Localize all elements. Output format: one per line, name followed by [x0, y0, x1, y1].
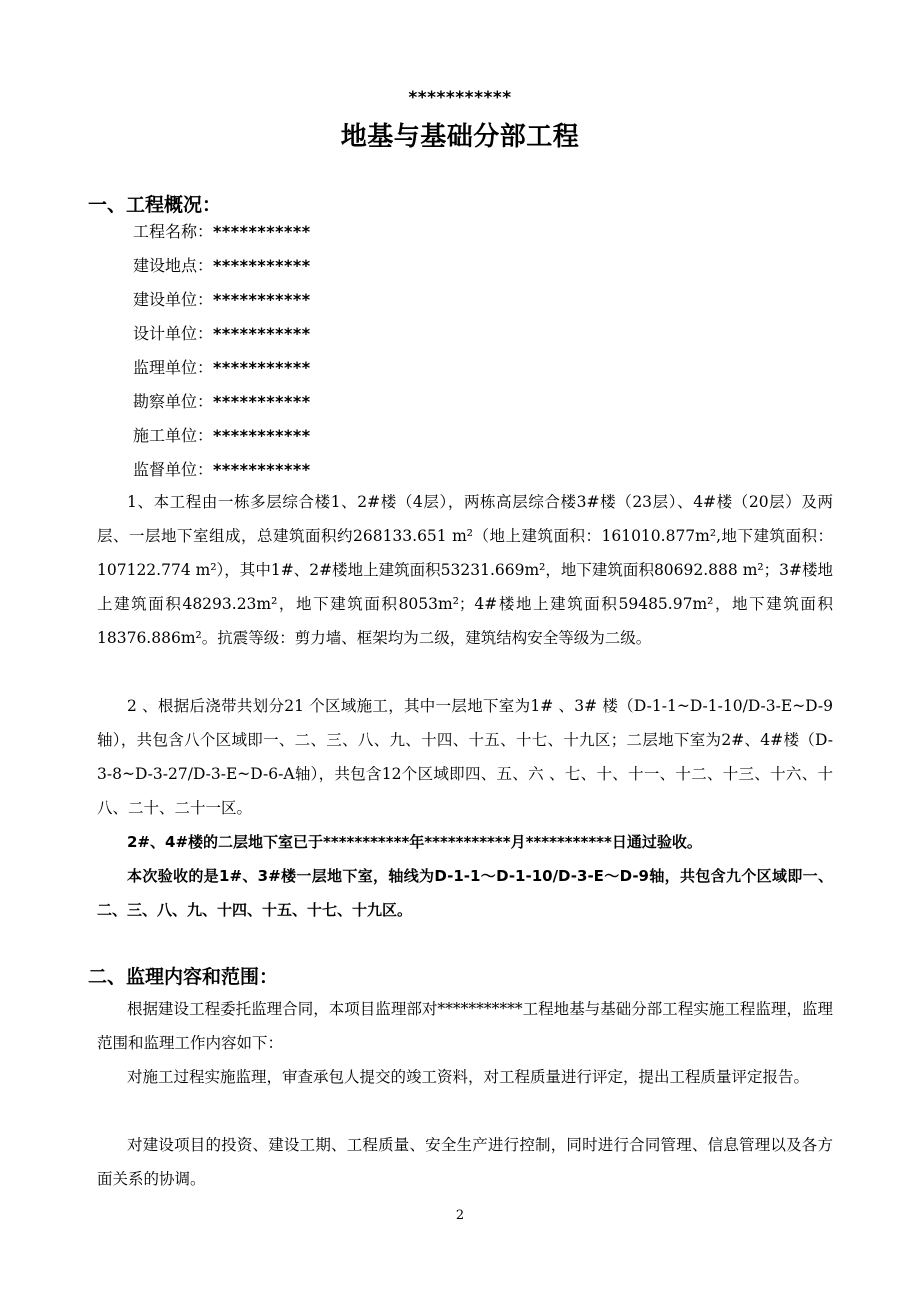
info-label: 建设地点： [133, 256, 214, 275]
info-row-contractor [133, 426, 311, 446]
info-label: 监督单位： [133, 460, 214, 479]
info-value: *********** [213, 460, 311, 479]
info-value: *********** [213, 256, 311, 275]
info-label: 建设单位： [133, 290, 214, 309]
info-row-designer [133, 324, 311, 344]
scope-paragraph-2: 对施工过程实施监理，审查承包人提交的竣工资料，对工程质量进行评定，提出工程质量评定报告。 [127, 1068, 810, 1086]
scope-paragraph-3: 对建设项目的投资、建设工期、工程质量、安全生产进行控制，同时进行合同管理、信息管理以及各方面关系的协调。 [97, 1136, 833, 1188]
info-row-owner [133, 290, 311, 310]
info-value: *********** [213, 358, 311, 377]
section-heading-overview: 一、工程概况： [88, 194, 222, 216]
info-value: *********** [213, 290, 311, 309]
info-row-inspector [133, 460, 311, 480]
section-heading-scope: 二、监理内容和范围： [88, 966, 279, 988]
document-title: 地基与基础分部工程 [340, 122, 580, 152]
info-value: *********** [213, 392, 311, 411]
info-label: 勘察单位： [133, 392, 214, 411]
info-value: *********** [213, 426, 311, 445]
info-value: *********** [213, 222, 311, 241]
project-name-placeholder: *********** [408, 88, 512, 108]
info-value: *********** [213, 324, 311, 343]
info-label: 设计单位： [133, 324, 214, 343]
info-label: 监理单位： [133, 358, 214, 377]
info-label: 施工单位： [133, 426, 214, 445]
overview-paragraph-4: 本次验收的是1#、3#楼一层地下室，轴线为D-1-1～D-1-10/D-3-E～D-9轴，共包含九个区域即一、二、三、八、九、十四、十五、十七、十九区。 [97, 867, 833, 919]
info-row-project-name [133, 222, 311, 242]
info-row-supervisor [133, 358, 311, 378]
overview-paragraph-1: 1、本工程由一栋多层综合楼1、2#楼（4层），两栋高层综合楼3#楼（23层）、4#楼（20层）及两层、一层地下室组成，总建筑面积约268133.651 m²（地上建筑面积：161010.877m²,地下建筑面积：107122.774 m²），其中1#、2#楼地上建筑面积53231.669m²，地下建筑面积80692.888 m²；3#楼地上建筑面积48293.23m²，地下建筑面积8053m²；4#楼地上建筑面积59485.97m²，地下建筑面积18376.886m²。抗震等级：剪力墙、框架均为二级，建筑结构安全等级为二级。 [97, 493, 833, 647]
info-row-location [133, 256, 311, 276]
info-row-survey [133, 392, 311, 412]
overview-paragraph-3: 2#、4#楼的二层地下室已于***********年***********月***********日通过验收。 [127, 833, 702, 851]
info-label: 工程名称： [133, 222, 214, 241]
overview-paragraph-2: 2 、根据后浇带共划分21 个区域施工，其中一层地下室为1# 、3# 楼（D-1-1~D-1-10/D-3-E~D-9轴），共包含八个区域即一、二、三、八、九、十四、十五、十七、十九区；二层地下室为2#、4#楼（D-3-8~D-3-27/D-3-E~D-6-A轴），共包含12个区域即四、五、六 、七、十、十一、十二、十三、十六、十八、二十、二十一区。 [97, 697, 833, 817]
scope-paragraph-1: 根据建设工程委托监理合同，本项目监理部对***********工程地基与基础分部工程实施工程监理，监理范围和监理工作内容如下： [97, 1000, 833, 1052]
page-number: 2 [455, 1208, 465, 1223]
